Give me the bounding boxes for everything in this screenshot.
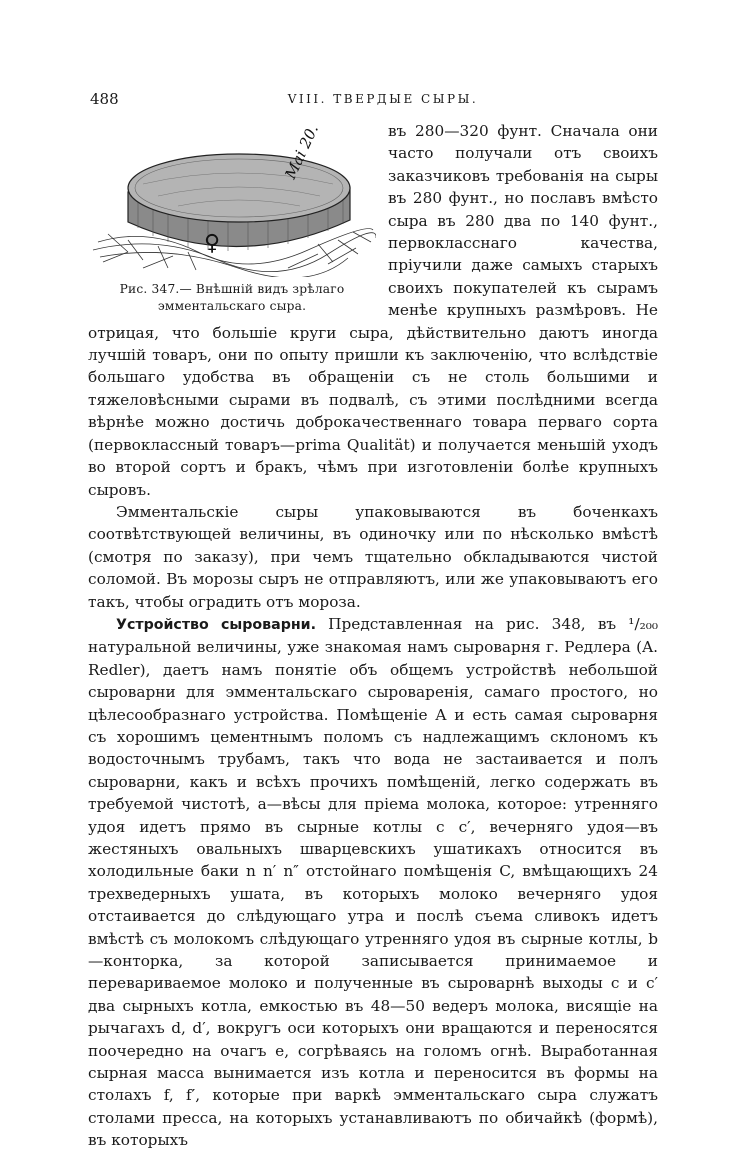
cheese-illustration [88,122,376,277]
figure-caption: Рис. 347.— Внѣшній видъ зрѣлаго эмментальскаго сыра. [119,282,345,313]
cheese-stamp-text: Mai 20. [281,122,323,182]
paragraph-3 [88,613,658,1152]
running-head: VIII. ТВЕРДЫЕ СЫРЫ. [287,92,479,106]
paragraph-2: Эмментальскіе сыры упаковываются въ боченкахъ соотвѣтствующей величины, въ одиночку или по нѣсколько вмѣстѣ (смотря по заказу), при чемъ тщательно обкладываются чистой соломой. Въ морозы сыръ не отправляютъ, или же упаковываютъ его такъ, чтобы оградить отъ мороза. [88,502,658,611]
body-text [88,120,658,1152]
paragraph-1-text: въ 280—320 фунт. Сначала они часто получали отъ своихъ заказчиковъ требованія на сыры въ 280 фунт., но пославъ вмѣсто сыра въ 280 два по 140 фунт., первокласснаго качества, пріучили даже самыхъ старыхъ своихъ покупателей къ сырамъ менѣе крупныхъ размѣровъ. Не отрицая, что большіе круги сыра, дѣйствительно даютъ иногда лучшій товаръ, они по опыту пришли къ заключенію, что вслѣдствіе большаго удобства въ обращеніи съ не столь большими и тяжеловѣсными сырами въ подвалѣ, съ этими послѣдними всегда вѣрнѣе можно достичь доброкачественнаго товара перваго сорта (первоклассный товаръ—prima Qualität) и получается меньшій уходъ во второй сортъ и бракъ, чѣмъ при изготовленіи болѣе крупныхъ сыровъ. [88,122,658,499]
page [88,90,658,1152]
venus-symbol: ♀ [204,231,221,256]
figure-347 [88,122,376,315]
paragraph-1 [88,120,658,501]
page-number: 488 [90,90,119,108]
run-in-heading: Устройство сыроварни. [116,616,316,633]
page-header [88,90,658,112]
paragraph-3-text: Представленная на рис. 348, въ ¹/₂₀₀ натуральной величины, уже знакомая намъ сыроварня г. Редлера (A. Redler), даетъ намъ понятіе объ общемъ устройствѣ небольшой сыроварни для эмментальскаго сыроваренія, самаго простого, но цѣлесообразнаго устройства. Помѣщеніе A и есть самая сыроварня съ хорошимъ цементнымъ поломъ съ надлежащимъ склономъ къ водосточнымъ трубамъ, такъ что вода не застаивается и полъ сыроварни, какъ и всѣхъ прочихъ помѣщеній, легко содержать въ требуемой чистотѣ, a—вѣсы для пріема молока, которое: утренняго удоя идетъ прямо въ сырные котлы c c′, вечерняго удоя—въ жестяныхъ овальныхъ шварцевскихъ ушатикахъ относится въ холодильные баки n n′ n″ отстойнаго помѣщенія C, вмѣщающихъ 24 трехведерныхъ ушата, въ которыхъ молоко вечерняго удоя отстаивается до слѣдующаго утра и послѣ съема сливокъ идетъ вмѣстѣ съ молокомъ слѣдующаго утренняго удоя въ сырные котлы, b—конторка, за которой записывается принимаемое и перевариваемое молоко и полученные въ сыроварнѣ выходы c и c′ два сырныхъ котла, емкостью въ 48—50 ведеръ молока, висящіе на рычагахъ d, d′, вокругъ оси которыхъ они вращаются и переносятся поочередно на очагъ e, согрѣваясь на голомъ огнѣ. Выработанная сырная масса вынимается изъ котла и переносится въ формы на столахъ f, f′, которые при варкѣ эмментальскаго сыра служатъ столами пресса, на которыхъ устанавливаютъ по обичайкѣ (формѣ), въ которыхъ [88,614,658,1150]
